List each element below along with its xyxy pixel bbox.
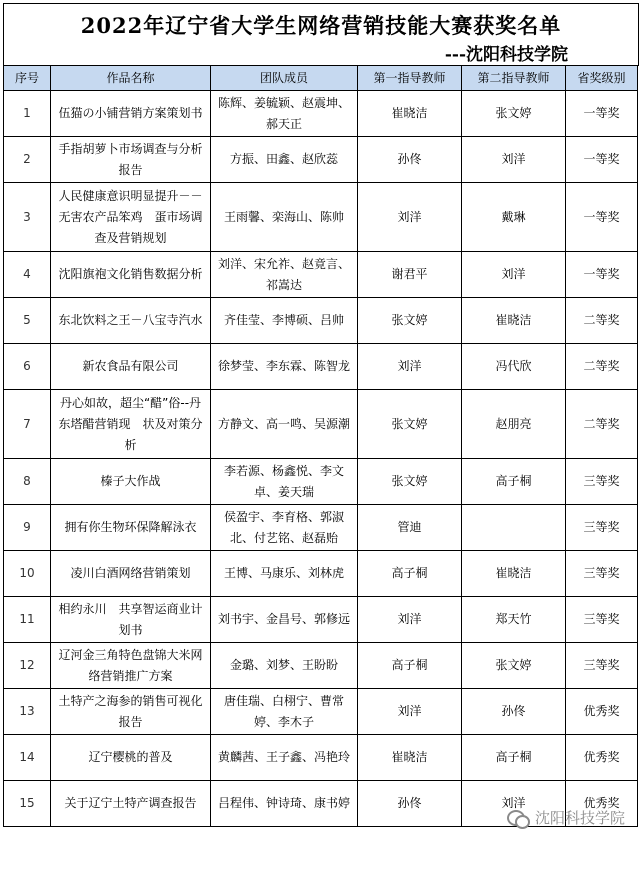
cell-teacher1: 孙佟 <box>358 781 462 827</box>
cell-award: 三等奖 <box>566 459 638 505</box>
cell-members: 方静文、高一鸣、吴源潮 <box>211 390 358 459</box>
awards-table <box>3 65 638 827</box>
cell-teacher1: 高子桐 <box>358 643 462 689</box>
cell-teacher2: 戴琳 <box>462 183 566 252</box>
cell-award: 优秀奖 <box>566 689 638 735</box>
cell-no: 1 <box>4 91 51 137</box>
table-row <box>4 735 638 781</box>
cell-award: 三等奖 <box>566 643 638 689</box>
cell-no: 12 <box>4 643 51 689</box>
cell-work: 相约永川 共享智运商业计划书 <box>51 597 211 643</box>
cell-teacher1: 谢君平 <box>358 252 462 298</box>
cell-teacher2: 高子桐 <box>462 735 566 781</box>
cell-teacher1: 张文婷 <box>358 459 462 505</box>
header-teacher2: 第二指导教师 <box>462 66 566 91</box>
cell-award: 三等奖 <box>566 505 638 551</box>
cell-award: 一等奖 <box>566 252 638 298</box>
table-row <box>4 551 638 597</box>
cell-teacher2: 高子桐 <box>462 459 566 505</box>
cell-award: 优秀奖 <box>566 781 638 827</box>
cell-work: 沈阳旗袍文化销售数据分析 <box>51 252 211 298</box>
cell-award: 二等奖 <box>566 390 638 459</box>
cell-work: 辽宁樱桃的普及 <box>51 735 211 781</box>
cell-work: 土特产之海参的销售可视化报告 <box>51 689 211 735</box>
cell-teacher1: 崔晓洁 <box>358 91 462 137</box>
table-row <box>4 298 638 344</box>
table-row <box>4 390 638 459</box>
document-subtitle: ---沈阳科技学院 <box>444 45 568 65</box>
cell-members: 齐佳莹、李博硕、吕帅 <box>211 298 358 344</box>
header-teacher1: 第一指导教师 <box>358 66 462 91</box>
cell-no: 14 <box>4 735 51 781</box>
cell-teacher1: 刘洋 <box>358 597 462 643</box>
cell-teacher1: 张文婷 <box>358 390 462 459</box>
cell-members: 方振、田鑫、赵欣蕊 <box>211 137 358 183</box>
cell-teacher2: 刘洋 <box>462 252 566 298</box>
cell-members: 徐梦莹、李东霖、陈智龙 <box>211 344 358 390</box>
table-row <box>4 183 638 252</box>
cell-teacher2: 张文婷 <box>462 91 566 137</box>
cell-teacher2: 孙佟 <box>462 689 566 735</box>
cell-no: 9 <box>4 505 51 551</box>
table-row <box>4 137 638 183</box>
cell-work: 手指胡萝卜市场调查与分析报告 <box>51 137 211 183</box>
award-list-sheet <box>3 3 639 848</box>
cell-teacher2 <box>462 505 566 551</box>
cell-teacher1: 刘洋 <box>358 183 462 252</box>
title-area <box>3 3 639 66</box>
cell-members: 陈辉、姜毓颖、赵震坤、郝天正 <box>211 91 358 137</box>
cell-award: 一等奖 <box>566 91 638 137</box>
table-row <box>4 252 638 298</box>
cell-members: 唐佳瑞、白栩宁、曹常婷、李木子 <box>211 689 358 735</box>
cell-members: 王雨馨、栾海山、陈帅 <box>211 183 358 252</box>
document-title: 2022年辽宁省大学生网络营销技能大赛获奖名单 <box>80 13 562 38</box>
watermark <box>507 807 625 828</box>
header-no: 序号 <box>4 66 51 91</box>
cell-work: 拥有你生物环保降解泳衣 <box>51 505 211 551</box>
cell-work: 伍猫の小铺营销方案策划书 <box>51 91 211 137</box>
cell-members: 侯盈宇、李育格、郭淑北、付艺铭、赵磊贻 <box>211 505 358 551</box>
cell-no: 7 <box>4 390 51 459</box>
cell-no: 15 <box>4 781 51 827</box>
cell-teacher1: 管迪 <box>358 505 462 551</box>
cell-teacher2: 赵朋亮 <box>462 390 566 459</box>
cell-no: 11 <box>4 597 51 643</box>
header-award: 省奖级别 <box>566 66 638 91</box>
cell-teacher1: 高子桐 <box>358 551 462 597</box>
cell-award: 二等奖 <box>566 344 638 390</box>
cell-members: 刘洋、宋允祚、赵竟言、祁嵩达 <box>211 252 358 298</box>
cell-teacher2: 崔晓洁 <box>462 298 566 344</box>
cell-members: 黄麟茜、王子鑫、冯艳玲 <box>211 735 358 781</box>
cell-teacher2: 刘洋 <box>462 137 566 183</box>
header-members: 团队成员 <box>211 66 358 91</box>
cell-teacher2: 崔晓洁 <box>462 551 566 597</box>
table-header-row <box>4 66 638 91</box>
cell-work: 新农食品有限公司 <box>51 344 211 390</box>
watermark-label: 沈阳科技学院 <box>534 809 625 827</box>
cell-work: 东北饮料之王－八宝寺汽水 <box>51 298 211 344</box>
cell-members: 李若源、杨鑫悦、李文卓、姜天瑞 <box>211 459 358 505</box>
cell-no: 10 <box>4 551 51 597</box>
cell-award: 一等奖 <box>566 183 638 252</box>
cell-work: 辽河金三角特色盘锦大米网络营销推广方案 <box>51 643 211 689</box>
cell-teacher1: 崔晓洁 <box>358 735 462 781</box>
cell-award: 二等奖 <box>566 298 638 344</box>
wechat-icon <box>507 808 529 828</box>
cell-teacher1: 孙佟 <box>358 137 462 183</box>
cell-no: 8 <box>4 459 51 505</box>
cell-no: 3 <box>4 183 51 252</box>
cell-teacher1: 刘洋 <box>358 344 462 390</box>
table-body <box>4 91 638 827</box>
cell-no: 4 <box>4 252 51 298</box>
cell-work: 人民健康意识明显提升－－无害农产品笨鸡 蛋市场调查及营销规划 <box>51 183 211 252</box>
table-row <box>4 459 638 505</box>
cell-members: 刘书宇、金昌号、郭修远 <box>211 597 358 643</box>
cell-teacher2: 刘洋 <box>462 781 566 827</box>
table-row <box>4 505 638 551</box>
cell-no: 2 <box>4 137 51 183</box>
table-row <box>4 344 638 390</box>
cell-members: 王博、马康乐、刘林虎 <box>211 551 358 597</box>
cell-award: 三等奖 <box>566 597 638 643</box>
cell-award: 三等奖 <box>566 551 638 597</box>
cell-award: 优秀奖 <box>566 735 638 781</box>
cell-teacher2: 郑天竹 <box>462 597 566 643</box>
table-row <box>4 597 638 643</box>
cell-award: 一等奖 <box>566 137 638 183</box>
cell-members: 吕程伟、钟诗琦、康书婷 <box>211 781 358 827</box>
cell-work: 凌川白酒网络营销策划 <box>51 551 211 597</box>
cell-no: 5 <box>4 298 51 344</box>
cell-teacher1: 张文婷 <box>358 298 462 344</box>
table-row <box>4 643 638 689</box>
cell-no: 6 <box>4 344 51 390</box>
cell-work: 榛子大作战 <box>51 459 211 505</box>
cell-members: 金璐、刘梦、王盼盼 <box>211 643 358 689</box>
table-row <box>4 91 638 137</box>
table-row <box>4 689 638 735</box>
cell-teacher2: 冯代欣 <box>462 344 566 390</box>
header-work: 作品名称 <box>51 66 211 91</box>
cell-teacher1: 刘洋 <box>358 689 462 735</box>
cell-teacher2: 张文婷 <box>462 643 566 689</box>
cell-no: 13 <box>4 689 51 735</box>
cell-work: 关于辽宁土特产调查报告 <box>51 781 211 827</box>
cell-work: 丹心如故，超尘“醋”俗--丹东塔醋营销现 状及对策分析 <box>51 390 211 459</box>
